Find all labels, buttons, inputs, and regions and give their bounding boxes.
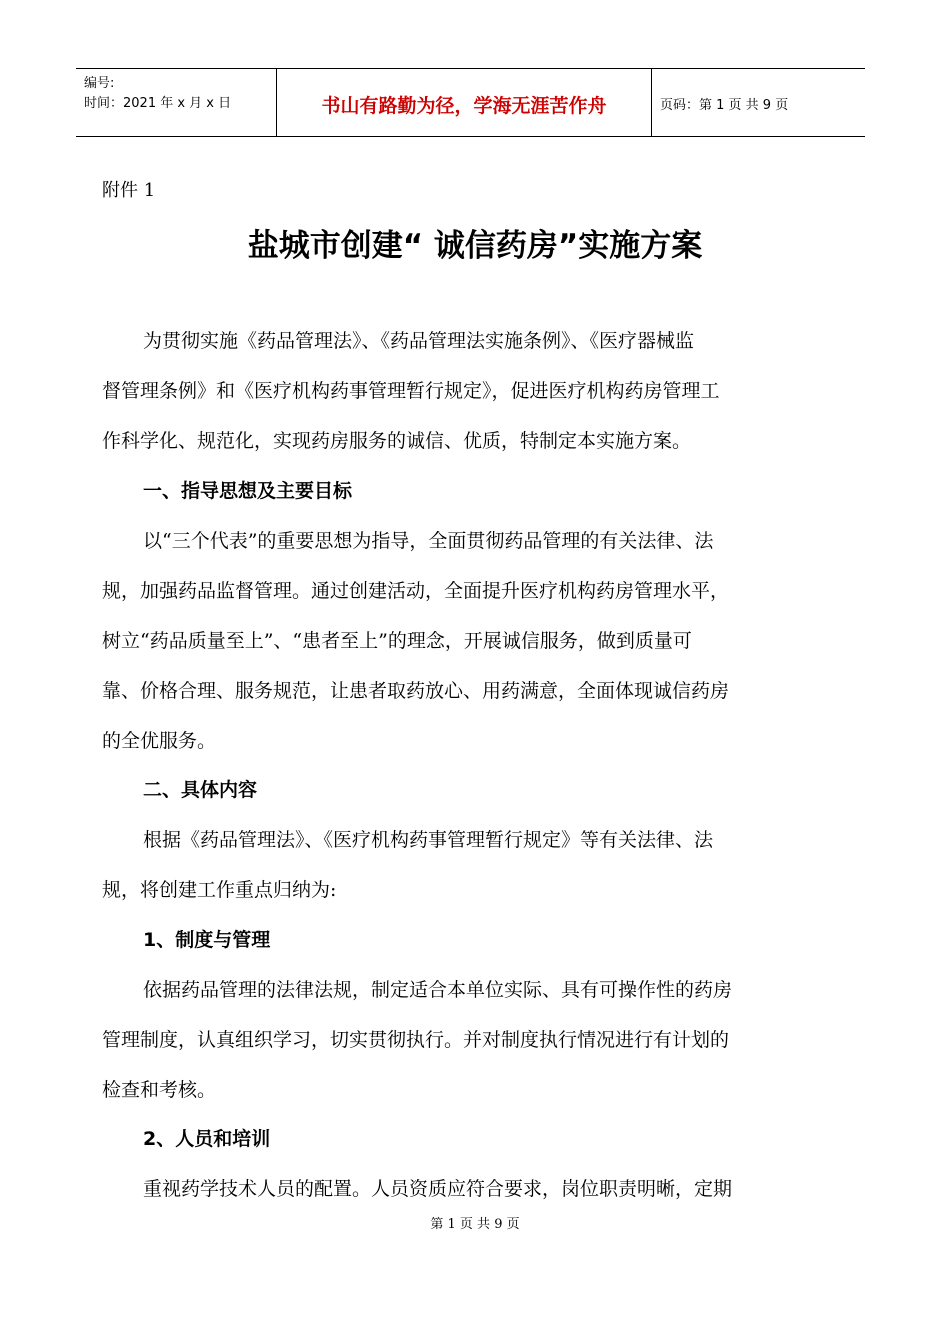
paragraph-line: 依据药品管理的法律法规，制定适合本单位实际、具有可操作性的药房 (143, 979, 733, 1001)
section-heading: 二、具体内容 (143, 779, 258, 801)
page-info: 页码：第 1 页 共 9 页 (660, 98, 789, 113)
paragraph-line: 规，将创建工作重点归纳为: (102, 879, 337, 901)
paragraph-line: 以“三个代表”的重要思想为指导，全面贯彻药品管理的有关法律、法 (143, 530, 714, 552)
paragraph-line: 督管理条例》和《医疗机构药事管理暂行规定》，促进医疗机构药房管理工 (102, 380, 720, 402)
paragraph-line: 树立“药品质量至上”、“患者至上”的理念，开展诚信服务，做到质量可 (102, 630, 692, 652)
paragraph-line: 靠、价格合理、服务规范，让患者取药放心、用药满意，全面体现诚信药房 (102, 680, 730, 702)
document-title: 盐城市创建“ 诚信药房”实施方案 (247, 228, 703, 264)
subsection-heading: 1、制度与管理 (143, 929, 271, 951)
paragraph-line: 为贯彻实施《药品管理法》、《药品管理法实施条例》、《医疗器械监 (143, 330, 695, 352)
attachment-label: 附件 1 (102, 180, 156, 201)
page-footer: 第 1 页 共 9 页 (430, 1217, 520, 1232)
paragraph-line: 根据《药品管理法》、《医疗机构药事管理暂行规定》等有关法律、法 (143, 829, 714, 851)
number-label: 编号: (84, 76, 115, 91)
paragraph-line: 作科学化、规范化，实现药房服务的诚信、优质，特制定本实施方案。 (102, 430, 692, 452)
date-label: 时间：2021 年 x 月 x 日 (84, 96, 232, 111)
paragraph-line: 规，加强药品监督管理。通过创建活动，全面提升医疗机构药房管理水平， (102, 580, 730, 602)
page-header (76, 68, 865, 137)
paragraph-line: 检查和考核。 (102, 1079, 217, 1101)
section-heading: 一、指导思想及主要目标 (143, 480, 353, 502)
paragraph-line: 管理制度，认真组织学习，切实贯彻执行。并对制度执行情况进行有计划的 (102, 1029, 730, 1051)
header-motto-cell (276, 69, 652, 136)
header-meta-cell (76, 69, 276, 136)
header-page-cell (651, 69, 865, 136)
subsection-heading: 2、人员和培训 (143, 1128, 271, 1150)
paragraph-line: 的全优服务。 (102, 730, 217, 752)
motto-text: 书山有路勤为径，学海无涯苦作舟 (321, 95, 607, 117)
paragraph-line: 重视药学技术人员的配置。人员资质应符合要求，岗位职责明晰，定期 (143, 1178, 733, 1200)
